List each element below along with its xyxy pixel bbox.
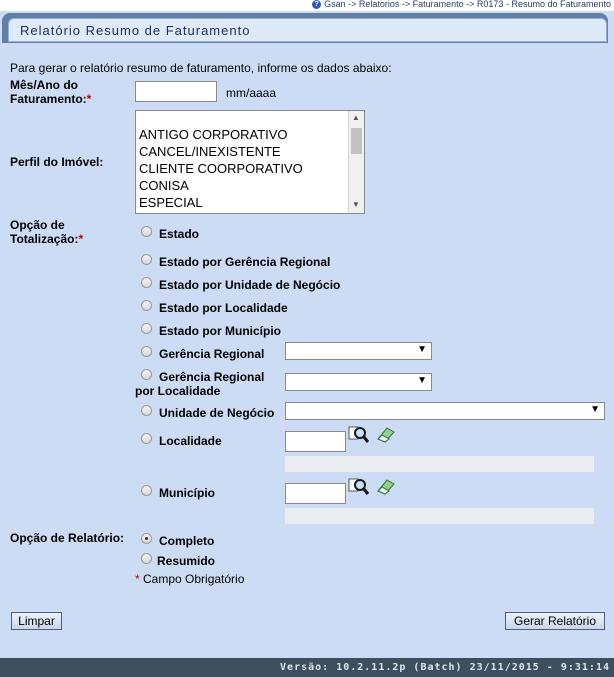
localidade-code-input[interactable] xyxy=(285,431,346,452)
radio-gerencia-localidade[interactable] xyxy=(141,369,152,380)
radio-estado-localidade[interactable] xyxy=(141,300,152,311)
radio-estado[interactable] xyxy=(141,226,152,237)
radio-municipio-label: Município xyxy=(159,486,215,500)
radio-unidade[interactable] xyxy=(141,405,152,416)
breadcrumb-text[interactable]: Gsan -> Relatorios -> Faturamento -> R0173 - Resumo do Faturamento xyxy=(324,0,611,9)
gerencia-localidade-select[interactable] xyxy=(285,373,432,391)
perfil-scrollbar[interactable] xyxy=(348,111,364,213)
totalizacao-label-line2: Totalização: xyxy=(10,232,79,246)
relatorio-label: Opção de Relatório: xyxy=(10,531,125,545)
chevron-down-icon: ▼ xyxy=(417,344,427,355)
radio-estado-label: Estado xyxy=(159,227,200,241)
radio-estado-localidade-label: Estado por Localidade xyxy=(159,301,288,315)
search-icon[interactable] xyxy=(348,477,370,497)
radio-estado-municipio[interactable] xyxy=(141,323,152,334)
perfil-option[interactable]: CONISA xyxy=(139,178,189,193)
radio-resumido-label: Resumido xyxy=(157,554,216,568)
radio-estado-unidade-label: Estado por Unidade de Negócio xyxy=(159,278,341,292)
radio-estado-municipio-label: Estado por Município xyxy=(159,324,281,338)
radio-estado-gerencia[interactable] xyxy=(141,254,152,265)
radio-estado-unidade[interactable] xyxy=(141,277,152,288)
radio-unidade-label: Unidade de Negócio xyxy=(159,406,275,420)
radio-municipio[interactable] xyxy=(141,485,152,496)
version-text: Versão: 10.2.11.2p (Batch) 23/11/2015 - 9:31:14 xyxy=(280,662,610,673)
required-mark: * xyxy=(86,92,92,106)
chevron-down-icon: ▼ xyxy=(417,375,427,386)
municipio-code-input[interactable] xyxy=(285,483,346,504)
eraser-icon[interactable] xyxy=(376,477,396,495)
perfil-option[interactable]: CLIENTE COORPORATIVO xyxy=(139,161,303,176)
radio-gerencia[interactable] xyxy=(141,346,152,357)
perfil-option[interactable]: CANCEL/INEXISTENTE xyxy=(139,144,281,159)
radio-gerencia-label: Gerência Regional xyxy=(159,347,265,361)
required-note-rest: Campo Obrigatório xyxy=(139,572,245,586)
help-icon[interactable]: ? xyxy=(312,0,321,9)
radio-gerencia-localidade-label-line1: Gerência Regional xyxy=(159,370,265,384)
perfil-option[interactable]: ESPECIAL xyxy=(139,195,203,210)
radio-localidade-label: Localidade xyxy=(159,434,222,448)
chevron-down-icon: ▼ xyxy=(590,404,600,415)
scroll-up-icon[interactable]: ▲ xyxy=(352,113,360,122)
radio-completo[interactable] xyxy=(141,533,152,544)
localidade-name-field xyxy=(285,456,594,472)
radio-estado-gerencia-label: Estado por Gerência Regional xyxy=(159,255,331,269)
totalizacao-label-line1: Opção de xyxy=(10,218,65,232)
breadcrumb xyxy=(312,0,611,9)
totalizacao-label xyxy=(10,232,83,246)
page-title: Relatório Resumo de Faturamento xyxy=(20,23,251,38)
municipio-name-field xyxy=(285,508,594,524)
search-icon[interactable] xyxy=(348,425,370,445)
perfil-label: Perfil do Imóvel: xyxy=(10,155,104,169)
radio-completo-label: Completo xyxy=(159,534,215,548)
gerencia-select[interactable] xyxy=(285,342,432,360)
radio-localidade[interactable] xyxy=(141,433,152,444)
scroll-thumb[interactable] xyxy=(351,128,362,154)
radio-gerencia-localidade-label-line2: por Localidade xyxy=(135,384,221,398)
limpar-button[interactable]: Limpar xyxy=(11,612,62,630)
unidade-select[interactable] xyxy=(285,402,605,420)
mes-ano-label-line2: Faturamento: xyxy=(10,92,87,106)
eraser-icon[interactable] xyxy=(376,425,396,443)
mes-ano-hint: mm/aaaa xyxy=(226,86,277,100)
perfil-option[interactable]: ANTIGO CORPORATIVO xyxy=(139,127,288,142)
gerar-relatorio-button[interactable]: Gerar Relatório xyxy=(505,612,605,630)
required-note: * Campo Obrigatório xyxy=(135,572,245,586)
perfil-listbox[interactable] xyxy=(135,110,365,214)
mes-ano-input[interactable] xyxy=(135,81,217,102)
mes-ano-label-line1: Mês/Ano do xyxy=(10,78,78,92)
scroll-down-icon[interactable]: ▼ xyxy=(352,200,360,209)
required-mark: * xyxy=(78,232,84,246)
intro-text: Para gerar o relatório resumo de faturamento, informe os dados abaixo: xyxy=(10,61,392,75)
radio-resumido[interactable] xyxy=(141,553,152,564)
mes-ano-label xyxy=(10,92,91,106)
